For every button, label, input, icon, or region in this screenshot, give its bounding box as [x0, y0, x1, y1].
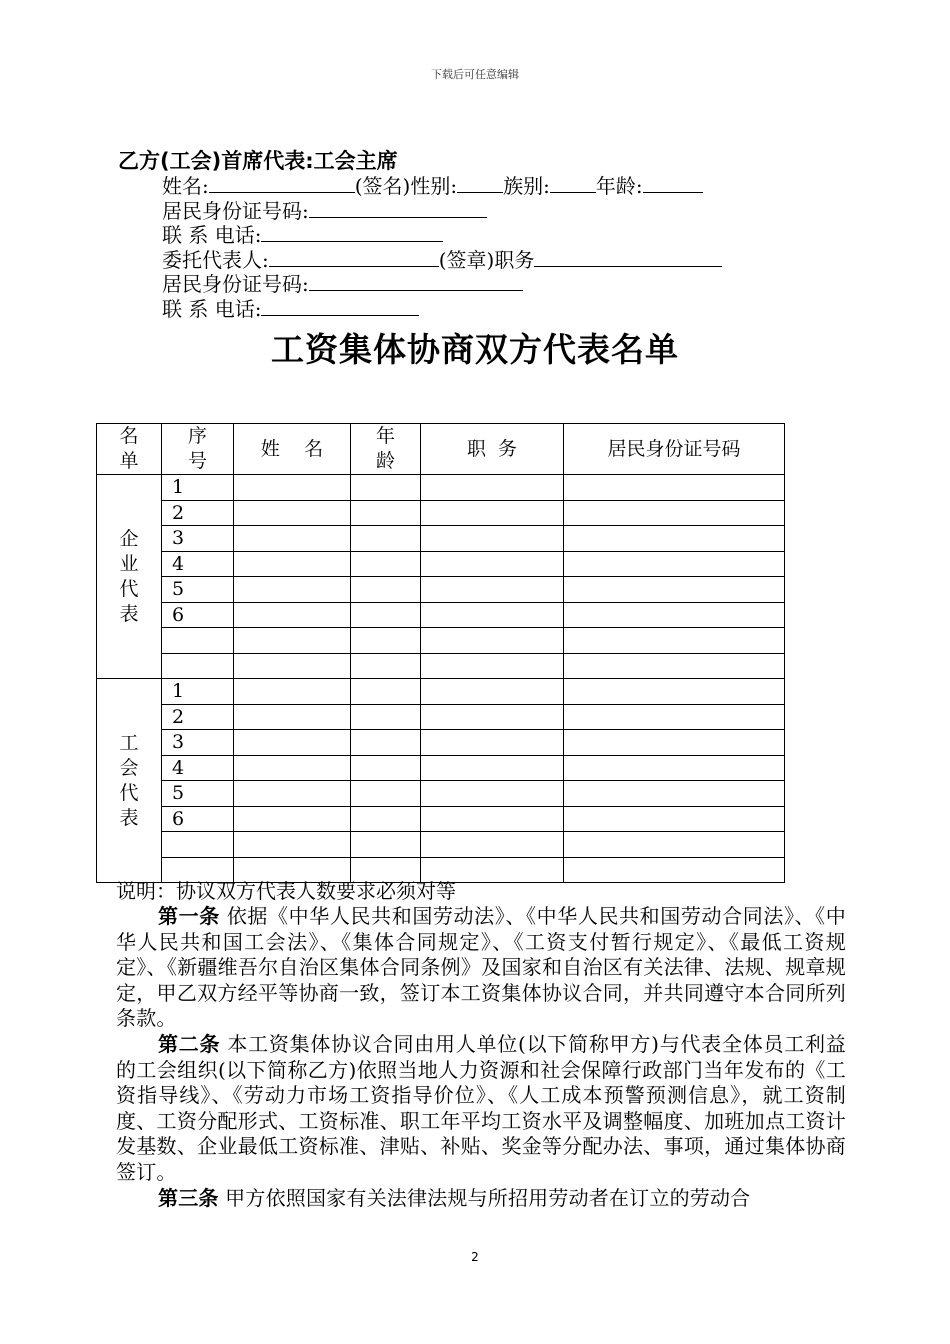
- name-label: 姓名:: [162, 174, 209, 198]
- age-cell[interactable]: [351, 653, 421, 679]
- phone-blank: [261, 223, 443, 242]
- age-cell[interactable]: [351, 475, 421, 501]
- name-cell[interactable]: [234, 832, 351, 858]
- table-row: [97, 755, 785, 781]
- position-cell[interactable]: [421, 781, 564, 807]
- seq-cell: 2: [162, 500, 234, 526]
- header-name: 姓 名: [234, 424, 351, 475]
- representatives-table: [96, 423, 785, 883]
- age-cell[interactable]: [351, 806, 421, 832]
- id-cell[interactable]: [564, 602, 785, 628]
- id-cell[interactable]: [564, 781, 785, 807]
- age-cell[interactable]: [351, 704, 421, 730]
- article-2: [116, 1032, 846, 1186]
- position-cell[interactable]: [421, 653, 564, 679]
- party-b-name-line: [118, 174, 838, 199]
- table-row: [97, 475, 785, 501]
- name-cell[interactable]: [234, 755, 351, 781]
- age-cell[interactable]: [351, 832, 421, 858]
- seq-cell: [162, 653, 234, 679]
- header-id: 居民身份证号码: [564, 424, 785, 475]
- article-1-text: 依据《中华人民共和国劳动法》、《中华人民共和国劳动合同法》、《中华人民共和国工会法》、《集体合同规定》、《工资支付暂行规定》、《最低工资规定》、《新疆维吾尔自治区集体合同条例》及国家和自治区有关法律、法规、规章规定，甲乙双方经平等协商一致，签订本工资集体协议合同，并共同遵守本合同所列条款。: [116, 904, 846, 1031]
- table-row: [97, 832, 785, 858]
- header-list: 名单: [97, 424, 162, 475]
- article-1-label: 第一条: [158, 904, 220, 928]
- header-position: 职 务: [421, 424, 564, 475]
- header-age: 年龄: [351, 424, 421, 475]
- page-title: 工资集体协商双方代表名单: [271, 330, 679, 369]
- id-label: 居民身份证号码:: [162, 198, 309, 223]
- seq-cell: 6: [162, 602, 234, 628]
- name-cell[interactable]: [234, 475, 351, 501]
- article-2-text: 本工资集体协议合同由用人单位(以下简称甲方)与代表全体员工利益的工会组织(以下简称乙方)依照当地人力资源和社会保障行政部门当年发布的《工资指导线》、《劳动力市场工资指导价位》、《人工成本预警预测信息》，就工资制度、工资分配形式、工资标准、职工年平均工资水平及调整幅度、加班加点工资计发基数、企业最低工资标准、津贴、补贴、奖金等分配办法、事项，通过集体协商签订。: [116, 1031, 846, 1184]
- age-label: 年龄:: [595, 174, 643, 198]
- id-cell[interactable]: [564, 832, 785, 858]
- ethnic-label: 族别:: [503, 174, 550, 198]
- age-cell[interactable]: [351, 551, 421, 577]
- position-cell[interactable]: [421, 551, 564, 577]
- name-cell[interactable]: [234, 781, 351, 807]
- name-cell[interactable]: [234, 806, 351, 832]
- id-cell[interactable]: [564, 653, 785, 679]
- name-cell[interactable]: [234, 653, 351, 679]
- id-cell[interactable]: [564, 679, 785, 705]
- table-row: [97, 602, 785, 628]
- id-label-2: 居民身份证号码:: [162, 272, 309, 296]
- id-cell[interactable]: [564, 704, 785, 730]
- seq-cell: 6: [162, 806, 234, 832]
- position-cell[interactable]: [421, 755, 564, 781]
- seq-cell: 3: [162, 526, 234, 552]
- age-cell[interactable]: [351, 679, 421, 705]
- table-row: [97, 500, 785, 526]
- seq-cell: [162, 628, 234, 654]
- age-cell[interactable]: [351, 577, 421, 603]
- name-cell[interactable]: [234, 577, 351, 603]
- header-seq: 序号: [162, 424, 234, 475]
- proxy-label: 委托代表人:: [162, 247, 269, 272]
- name-cell[interactable]: [234, 500, 351, 526]
- seq-cell: 1: [162, 679, 234, 705]
- id-cell[interactable]: [564, 526, 785, 552]
- id-cell[interactable]: [564, 500, 785, 526]
- age-cell[interactable]: [351, 781, 421, 807]
- id-cell[interactable]: [564, 577, 785, 603]
- table-header-row: [97, 424, 785, 475]
- article-1: [116, 904, 846, 1032]
- phone-label: 联 系 电话:: [162, 223, 262, 247]
- group-label-cell: [97, 679, 162, 883]
- name-cell[interactable]: [234, 679, 351, 705]
- age-cell[interactable]: [351, 755, 421, 781]
- phone-label-2: 联 系 电话:: [162, 296, 262, 321]
- group-label-cell: [97, 475, 162, 679]
- party-b-phone-line: [118, 223, 838, 248]
- seq-cell: 2: [162, 704, 234, 730]
- name-blank: [209, 174, 355, 193]
- seq-cell: 5: [162, 781, 234, 807]
- table-row: [97, 551, 785, 577]
- table-note: 说明：协议双方代表人数要求必须对等: [116, 879, 456, 903]
- id-cell[interactable]: [564, 475, 785, 501]
- gender-blank: [457, 174, 503, 193]
- position-cell[interactable]: [421, 628, 564, 654]
- age-cell[interactable]: [351, 526, 421, 552]
- seal-label: (签章)职务: [438, 247, 535, 272]
- table-row: [97, 781, 785, 807]
- id-cell[interactable]: [564, 730, 785, 756]
- age-blank: [643, 174, 703, 193]
- id-cell[interactable]: [564, 551, 785, 577]
- table-row: [97, 653, 785, 679]
- header-note: 下载后可任意编辑: [431, 68, 519, 81]
- position-cell[interactable]: [421, 730, 564, 756]
- table-row: [97, 577, 785, 603]
- article-2-label: 第二条: [158, 1031, 221, 1056]
- position-cell[interactable]: [421, 500, 564, 526]
- seq-cell: 4: [162, 551, 234, 577]
- seq-cell: 1: [162, 475, 234, 501]
- seq-cell: 5: [162, 577, 234, 603]
- id-cell[interactable]: [564, 806, 785, 832]
- position-cell[interactable]: [421, 832, 564, 858]
- name-cell[interactable]: [234, 730, 351, 756]
- group-label: 企业代表: [119, 527, 139, 625]
- age-cell[interactable]: [351, 730, 421, 756]
- table-row: [97, 704, 785, 730]
- party-b-info: [118, 148, 838, 321]
- id-cell[interactable]: [564, 628, 785, 654]
- position-cell[interactable]: [421, 806, 564, 832]
- table-row: [97, 679, 785, 705]
- id-cell[interactable]: [564, 755, 785, 781]
- group-label: 工会代表: [119, 731, 139, 829]
- ethnic-blank: [550, 174, 596, 193]
- article-3-label: 第三条: [158, 1185, 219, 1210]
- position-cell[interactable]: [421, 704, 564, 730]
- table-row: [97, 628, 785, 654]
- table-row: [97, 806, 785, 832]
- table-body: [97, 475, 785, 883]
- seq-cell: [162, 832, 234, 858]
- agreement-body: [116, 879, 846, 1211]
- seq-cell: 3: [162, 730, 234, 756]
- position-cell[interactable]: [421, 577, 564, 603]
- position-cell[interactable]: [421, 475, 564, 501]
- position-cell[interactable]: [421, 602, 564, 628]
- table-row: [97, 526, 785, 552]
- phone-blank-2: [261, 297, 419, 316]
- age-cell[interactable]: [351, 500, 421, 526]
- article-3: [116, 1186, 846, 1212]
- age-cell[interactable]: [351, 628, 421, 654]
- id-blank-2: [309, 272, 523, 291]
- party-b-proxy-line: [118, 248, 838, 273]
- age-cell[interactable]: [351, 602, 421, 628]
- name-cell[interactable]: [234, 602, 351, 628]
- name-cell[interactable]: [234, 628, 351, 654]
- position-blank: [534, 248, 722, 267]
- article-3-text: 甲方依照国家有关法律法规与所招用劳动者在订立的劳动合: [218, 1185, 751, 1210]
- party-b-id-line-2: [118, 272, 838, 297]
- party-b-heading: 乙方(工会)首席代表:工会主席: [118, 149, 398, 173]
- proxy-blank: [269, 248, 439, 267]
- position-cell[interactable]: [421, 679, 564, 705]
- sign-label: (签名)性别:: [354, 174, 458, 198]
- table-row: [97, 730, 785, 756]
- party-b-id-line: [118, 199, 838, 224]
- id-blank: [309, 199, 487, 218]
- party-b-phone-line-2: [118, 297, 838, 322]
- seq-cell: 4: [162, 755, 234, 781]
- position-cell[interactable]: [421, 526, 564, 552]
- name-cell[interactable]: [234, 704, 351, 730]
- name-cell[interactable]: [234, 551, 351, 577]
- page-number: 2: [471, 1250, 479, 1264]
- name-cell[interactable]: [234, 526, 351, 552]
